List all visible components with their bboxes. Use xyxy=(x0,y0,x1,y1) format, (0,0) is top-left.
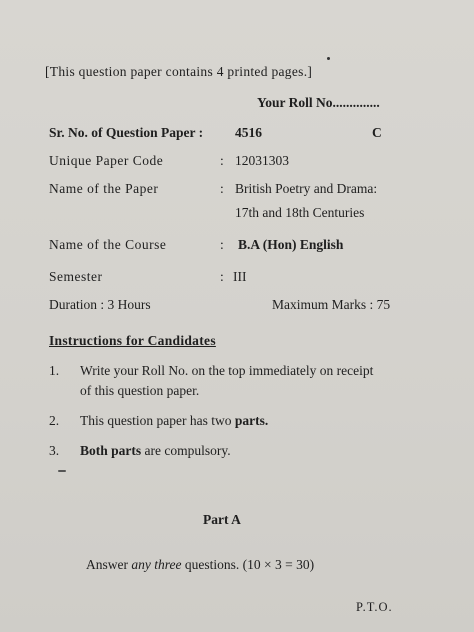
instruction-text-2 xyxy=(80,413,268,429)
instruction-text-2-plain: This question paper has two xyxy=(80,413,235,428)
field-value-semester: III xyxy=(233,269,247,284)
duration: Duration : 3 Hours xyxy=(49,297,151,312)
field-label-semester: Semester xyxy=(49,269,103,284)
instruction-text-3-bold: Both parts xyxy=(80,443,142,458)
part-title: Part A xyxy=(203,512,241,527)
instruction-text-1: Write your Roll No. on the top immediately on receipt xyxy=(80,363,374,378)
answer-instruction-post: questions. (10 × 3 = 30) xyxy=(181,557,315,572)
instruction-text-3-plain: are compulsory. xyxy=(141,443,231,458)
instruction-text-3 xyxy=(80,443,231,459)
instruction-number-2: 2. xyxy=(49,413,60,428)
maximum-marks: Maximum Marks : 75 xyxy=(272,297,391,312)
answer-instruction-pre: Answer xyxy=(86,557,132,572)
set-code: C xyxy=(372,125,382,140)
header-note: [This question paper contains 4 printed pages.] xyxy=(45,64,313,79)
field-colon-paper-name: : xyxy=(220,181,224,196)
instructions-heading: Instructions for Candidates xyxy=(49,333,216,348)
field-label-paper-name: Name of the Paper xyxy=(49,181,159,196)
field-value-paper-name-line2: 17th and 18th Centuries xyxy=(235,205,365,220)
field-value-paper-code: 12031303 xyxy=(235,153,289,168)
roll-number-line: Your Roll No.............. xyxy=(257,95,380,110)
field-colon-semester: : xyxy=(220,269,224,284)
speck-mark xyxy=(58,470,66,472)
instruction-text-1-line2: of this question paper. xyxy=(80,383,200,398)
speck-mark xyxy=(327,57,330,60)
instruction-number-1: 1. xyxy=(49,363,60,378)
answer-instruction-emphasis: any three xyxy=(131,557,182,572)
field-value-course: B.A (Hon) English xyxy=(238,237,344,252)
serial-number-label: Sr. No. of Question Paper : xyxy=(49,125,204,140)
instruction-text-2-bold: parts. xyxy=(234,413,269,428)
page-turn-note: P.T.O. xyxy=(356,600,393,614)
field-value-paper-name: British Poetry and Drama: xyxy=(235,181,378,196)
field-colon-paper-code: : xyxy=(220,153,224,168)
answer-instruction xyxy=(86,557,314,573)
field-colon-course: : xyxy=(220,237,224,252)
field-label-course: Name of the Course xyxy=(49,237,167,252)
serial-number-value: 4516 xyxy=(235,125,262,140)
instruction-number-3: 3. xyxy=(49,443,60,458)
field-label-paper-code: Unique Paper Code xyxy=(49,153,164,168)
